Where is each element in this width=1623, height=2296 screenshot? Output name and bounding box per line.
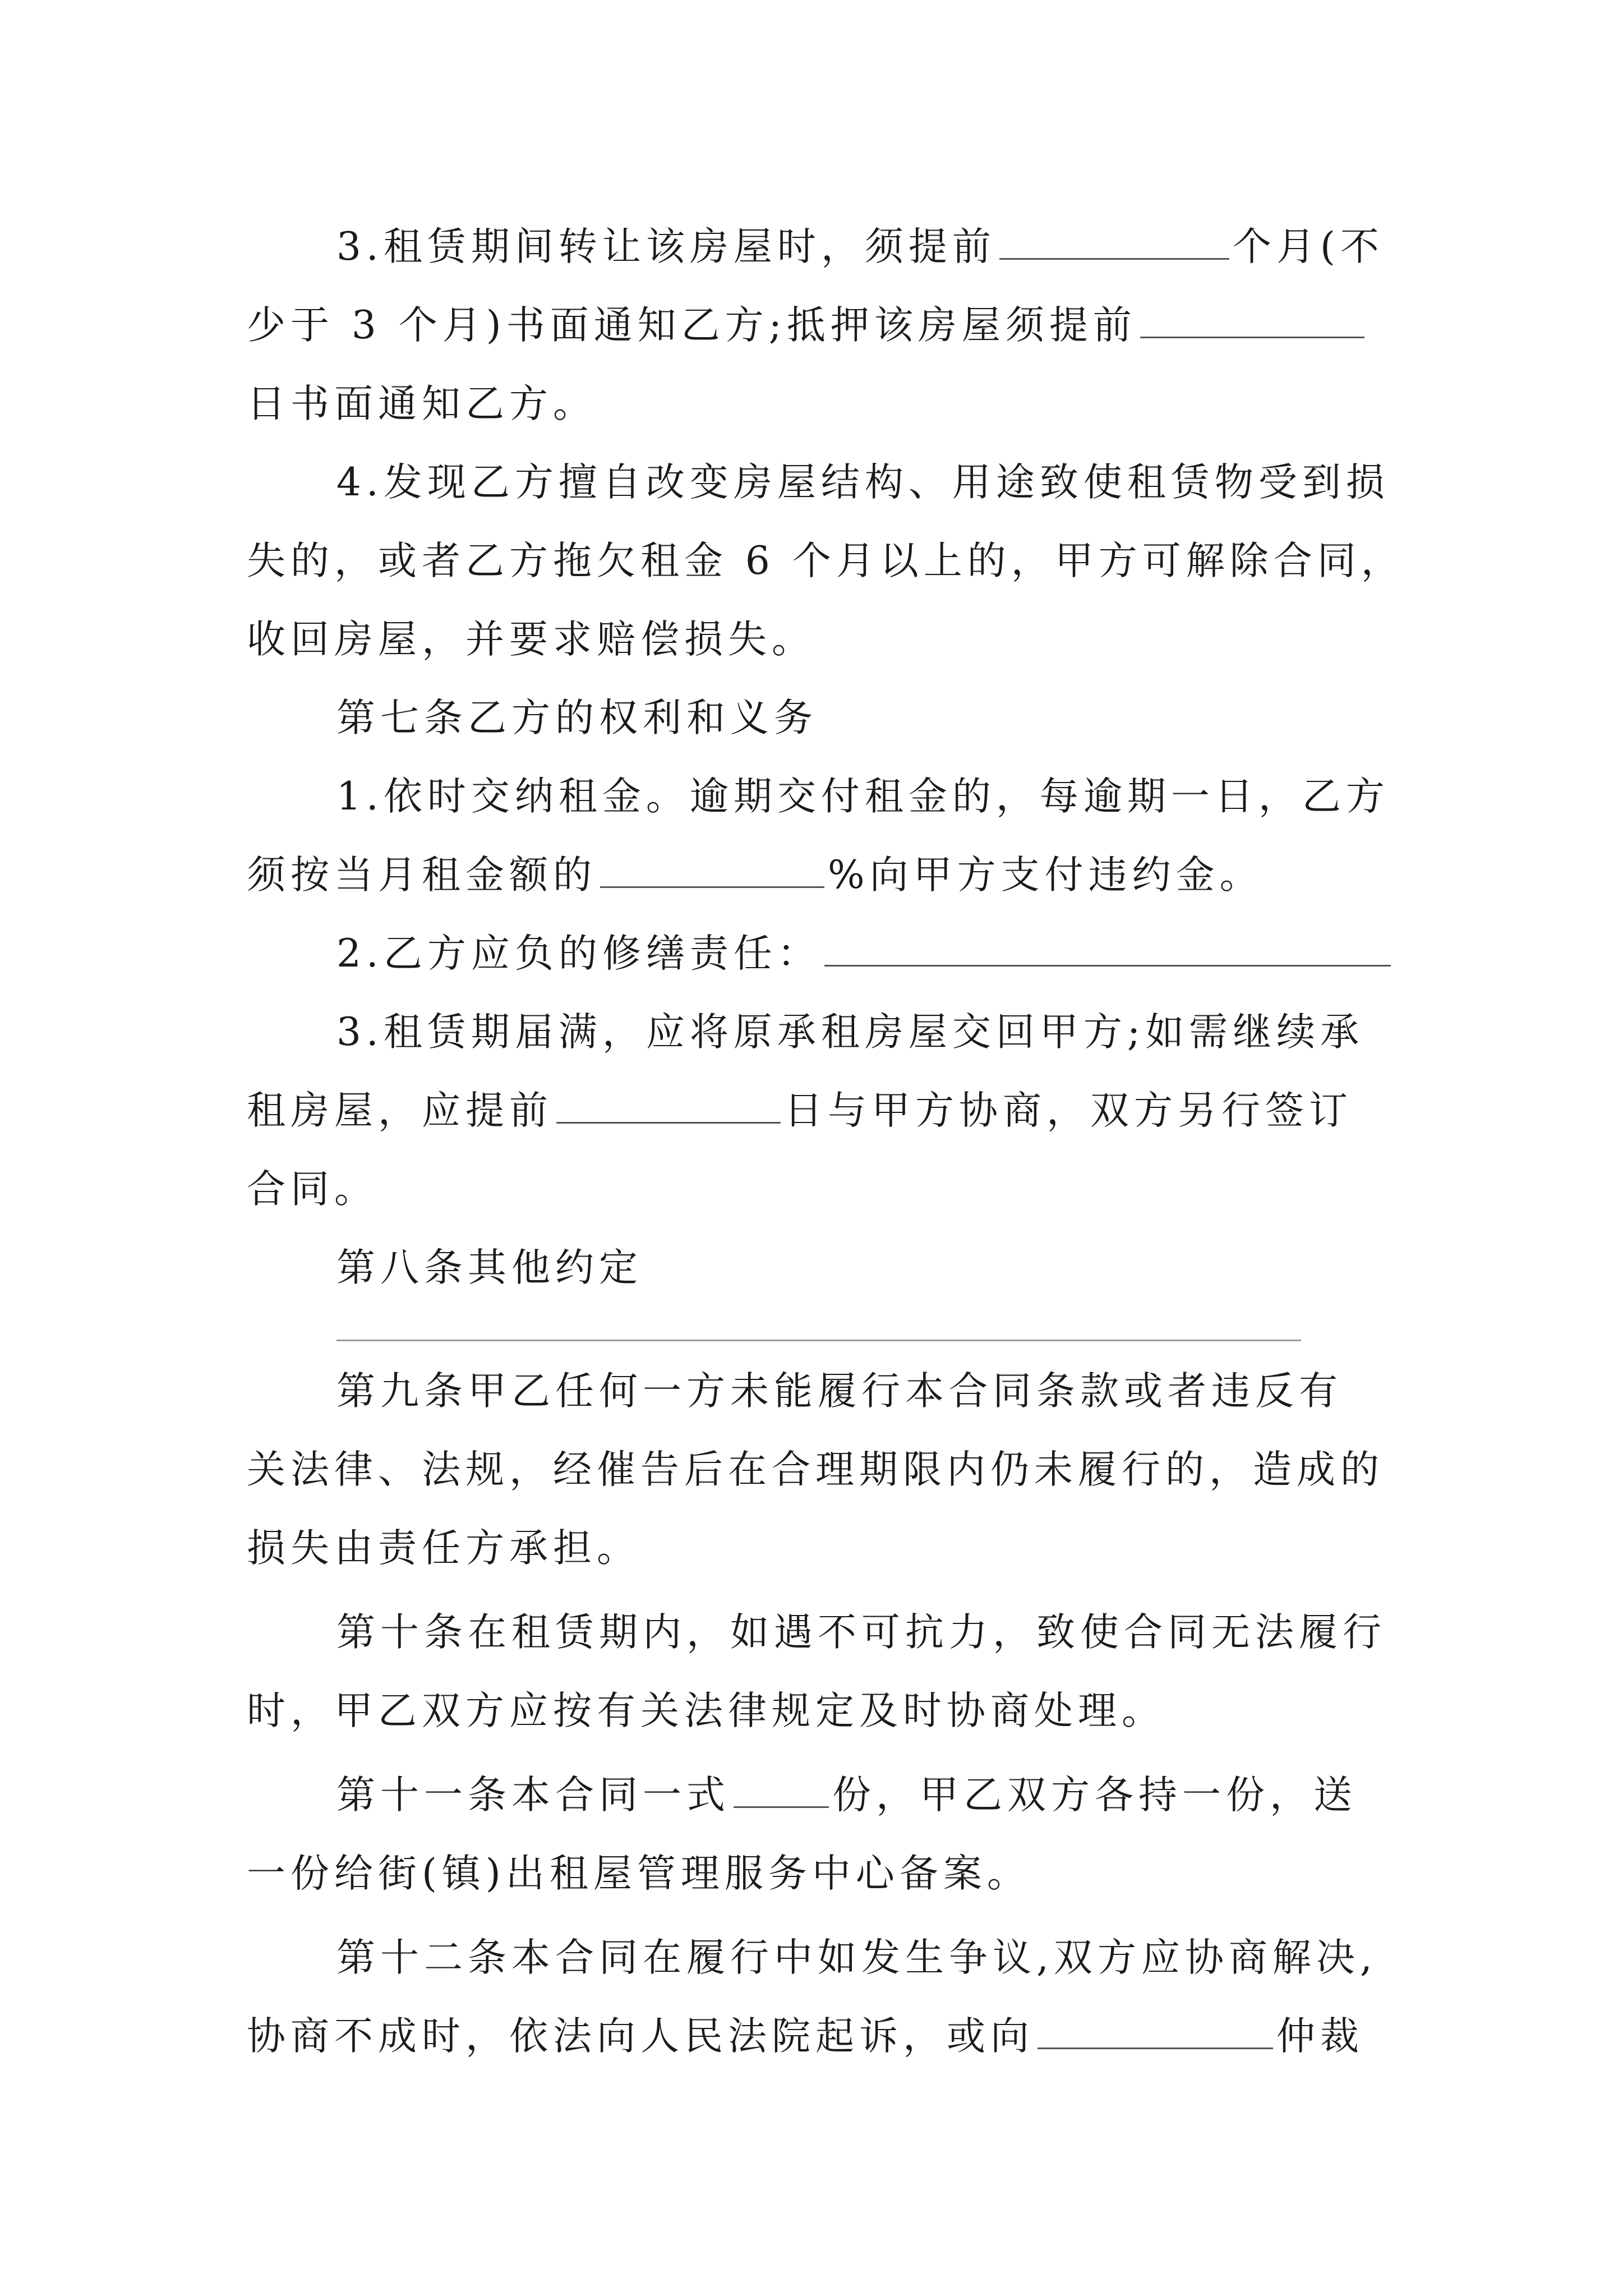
- paragraph-line: [0, 757, 1623, 836]
- text-segment: 4.发现乙方擅自改变房屋结构、用途致使租赁物受到损: [336, 460, 1390, 505]
- text-segment: 第十一条本合同一式: [336, 1773, 730, 1818]
- text-segment: 第九条甲乙任何一方未能履行本合同条款或者违反有: [336, 1369, 1343, 1414]
- paragraph-line: [0, 600, 1623, 679]
- blank-field: [734, 1772, 829, 1808]
- paragraph-line: [0, 1834, 1623, 1913]
- paragraph-line: [0, 1672, 1623, 1750]
- paragraph-line: [0, 365, 1623, 443]
- text-segment: 时，甲乙双方应按有关法律规定及时协商处理。: [247, 1688, 1165, 1733]
- text-segment: 协商不成时，依法向人民法院起诉，或向: [247, 2014, 1034, 2059]
- paragraph-line: [0, 1071, 1623, 1150]
- paragraph-line: [0, 1352, 1623, 1430]
- paragraph-line: [0, 1997, 1623, 2076]
- text-segment: 仲裁: [1276, 2014, 1364, 2059]
- text-segment: 须按当月租金额的: [247, 853, 597, 898]
- blank-field: [999, 223, 1229, 260]
- heading-text: 第七条乙方的权利和义务: [336, 696, 818, 740]
- paragraph-line: [0, 522, 1623, 600]
- paragraph-line: [0, 286, 1623, 365]
- blank-field: [556, 1087, 781, 1124]
- text-segment: 失的，或者乙方拖欠租金 6 个月以上的，甲方可解除合同，: [247, 539, 1405, 583]
- paragraph-line: [0, 1430, 1623, 1509]
- text-segment: 合同。: [247, 1167, 378, 1212]
- text-segment: 2.乙方应负的修缮责任：: [336, 931, 821, 976]
- text-segment: 损失由责任方承担。: [247, 1526, 640, 1571]
- text-segment: 3.租赁期届满，应将原承租房屋交回甲方;如需继续承: [336, 1010, 1364, 1055]
- clause-heading: [0, 679, 1623, 757]
- blank-field: [824, 930, 1391, 967]
- paragraph-line: [0, 208, 1623, 286]
- paragraph-line: [0, 1509, 1623, 1588]
- heading-text: 第八条其他约定: [336, 1245, 643, 1290]
- paragraph-line: [0, 836, 1623, 914]
- paragraph-line: [0, 1150, 1623, 1228]
- text-segment: 个月(不: [1232, 224, 1384, 269]
- paragraph-line: [0, 914, 1623, 993]
- blank-field: [1038, 2013, 1273, 2049]
- text-segment: 第十二条本合同在履行中如发生争议,双方应协商解决,: [336, 1935, 1377, 1980]
- text-segment: 一份给街(镇)出租屋管理服务中心备案。: [247, 1851, 1031, 1896]
- blank-field: [600, 852, 824, 888]
- blank-rule: [336, 1340, 1301, 1341]
- paragraph-line: [0, 1918, 1623, 1997]
- text-segment: 少于 3 个月)书面通知乙方;抵押该房屋须提前: [247, 303, 1137, 348]
- paragraph-line: [0, 993, 1623, 1071]
- paragraph-line: [0, 443, 1623, 522]
- text-segment: %向甲方支付违约金。: [828, 853, 1264, 898]
- text-segment: 1.依时交纳租金。逾期交付租金的，每逾期一日，乙方: [336, 774, 1390, 819]
- text-segment: 关法律、法规，经催告后在合理期限内仍未履行的，造成的: [247, 1447, 1384, 1492]
- blank-field: [1140, 302, 1364, 338]
- text-segment: 日与甲方协商，双方另行签订: [784, 1088, 1353, 1133]
- paragraph-line: [0, 1756, 1623, 1834]
- text-segment: 租房屋，应提前: [247, 1088, 553, 1133]
- text-segment: 收回房屋，并要求赔偿损失。: [247, 617, 815, 662]
- text-segment: 第十条在租赁期内，如遇不可抗力，致使合同无法履行: [336, 1610, 1386, 1655]
- text-segment: 份，甲乙双方各持一份，送: [832, 1773, 1357, 1818]
- paragraph-line: [0, 1593, 1623, 1672]
- text-segment: 3.租赁期间转让该房屋时，须提前: [336, 224, 996, 269]
- text-segment: 日书面通知乙方。: [247, 381, 597, 426]
- clause-heading: [0, 1228, 1623, 1307]
